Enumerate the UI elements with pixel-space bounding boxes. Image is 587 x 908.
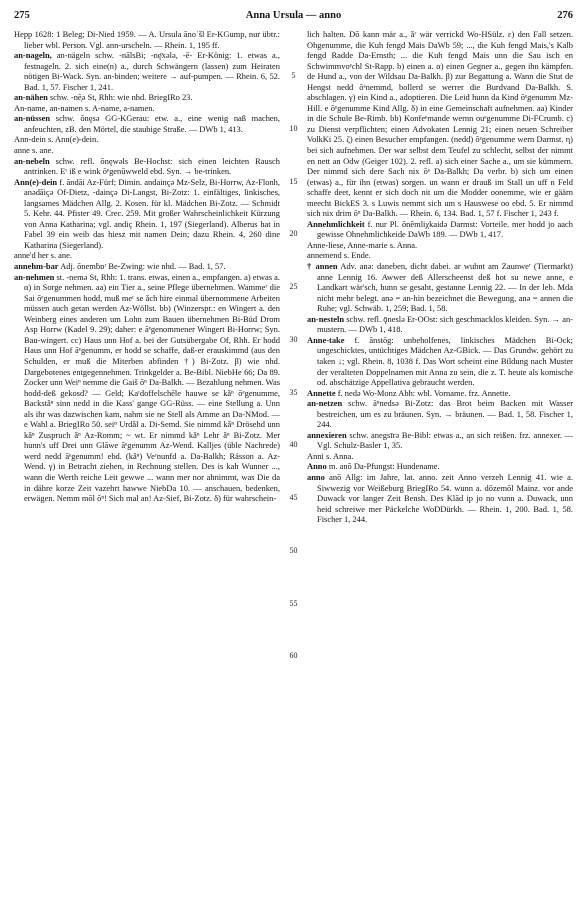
entry-text: schw. ōnęsə GG-KGerau: etw. a., eine wenig naß machen, anfeuchten, zB. den Mörtel, die staubige Straße. — DWb 1, 413.	[24, 113, 280, 134]
dictionary-entry	[307, 451, 573, 462]
dictionary-entry	[14, 103, 280, 114]
left-column	[14, 29, 280, 525]
line-number: 25	[289, 282, 298, 292]
entry-text: anne s. ane.	[14, 145, 54, 156]
entry-text: Anni s. Anna.	[307, 450, 354, 461]
entry-text: schw. -nē̜ə St, Rhh: wie nhd. BriegIRo 23.	[49, 92, 193, 103]
page-header	[14, 10, 573, 26]
entry-headword: † annen	[307, 261, 338, 272]
dictionary-entry	[307, 261, 573, 314]
dictionary-entry	[14, 250, 280, 261]
dictionary-entry	[14, 272, 280, 504]
line-number: 35	[289, 387, 298, 397]
entry-text: m. anō Da-Pfungst: Hundename.	[328, 461, 440, 472]
running-title: Anna Ursula — anno	[245, 10, 342, 21]
entry-headword: annehm-bar	[14, 261, 59, 272]
dictionary-entry	[307, 461, 573, 472]
line-number-gutter	[280, 29, 307, 661]
entry-headword: Anno	[307, 461, 327, 472]
entry-text: f. ānstōg: unbeholfenes, linkisches Mädchen Bi-Ock; ungeschicktes, untüchtiges Mädchen Az-GBick. — Das Grundw. gehört zu taken ↓; vgl. Rhein. 8, 1038 f. Das Wort scheint eine Bildung nach Muster der veralteten Doppelnamen mit Anna zu sein, die z. T. heute als komische od. abschätzige Appellativa gebraucht werden.	[317, 334, 573, 388]
dictionary-entry	[307, 335, 573, 388]
entry-headword: Annehmlichkeit	[307, 218, 365, 229]
entry-text: Adv. anə: daneben, dicht dabei. ar wuhnt am Zaunweʳ (Tiermarkt) anne Lennig 16. Awwer deß Allerscheenst deß hot su newe anne, e Landkart wär'sch, hunn se gesaht, gestanne Lennig 22. — In der leb. Mda nicht mehr belegt. anə = an-hin bezeichnet die Bewegung, anə = annen die Ruhe; vgl. Schwäb. 1, 259; Bad. 1, 58.	[317, 261, 573, 314]
dictionary-entry	[307, 29, 573, 219]
entry-text: an-nägeln schw. -nālsBi; -nę̄xələ, -ē- Er-König: 1. etwas a., festnageln. 2. sich eine(n) a., durch Schwängern (lassen) zum Heiraten nötigen Bi-Wack. Syn. an-binden; weitere → auf-pumpen. — Rhein. 6, 52. Bad. 1, 57. Fischer 1, 241.	[24, 50, 280, 92]
entry-headword: an-nehmen	[14, 271, 55, 282]
line-number: 55	[289, 598, 298, 608]
entry-text: Anne-liese, Anne-marie s. Anna.	[307, 239, 418, 250]
dictionary-entry	[307, 388, 573, 399]
entry-text: f. nedə Wo-Monz Abh: wbl. Vorname. frz. Annette.	[337, 387, 511, 398]
entry-headword: Anne-take	[307, 334, 345, 345]
line-number: 30	[289, 334, 298, 344]
entry-text: anne'd her s. ane.	[14, 250, 72, 261]
dictionary-entry	[307, 314, 573, 335]
dictionary-entry	[307, 430, 573, 451]
page-body	[14, 29, 574, 661]
dictionary-entry	[307, 240, 573, 251]
entry-headword: Ann(e)-dein	[14, 176, 58, 187]
entry-text: An-name, an-namen s. A-name, a-namen.	[14, 102, 155, 113]
entry-text: schw. refl. ǭneslə Er-OOst: sich geschmacklos kleiden. Syn. → an-mustern. — DWb 1, 418.	[317, 313, 574, 335]
entry-text: schw. āⁿnedsə Bi-Zotz: das Brot beim Backen mit Wasser bestreichen, um es zu bräunen. Syn. → bräunen. — Bad. 1, 58. Fischer 1, 244.	[317, 398, 574, 430]
entry-text: f. nur Pl. ōnēmliχkaidə Darmst: Vorteile. mer hodd jo aach gewisse Ohnehmlichkeide DaWb 189. — DWb 1, 417.	[317, 218, 574, 240]
entry-text: lich halten. Dō kann mär a., ǎʳ wär verrickd Wo-HSülz. ε) den Fall setzen. Ohgenumme, die Kuh fengd Mais DaWb 59; ..., die Kuh fengd Mais,'s Kalb fengd Radde Da-Ernsth; ... die Kuh fengd Mais unn die Sau isch en Schwimmvoᵉchl St-Rapp. b) einen a. α) einen Gegner a., gegen ihn kämpfen. de Hund a., von der Wildsau Da-Balkh. β) zur Begattung a. Wann die Stut de Hengst nedd ōᵉnemmd, bollerd se werrer die Burdvand Da-Balkh. S. abschlagen. γ) ein Kind a., adoptieren. Die Leid hunn da Kind ōᵉgenumm Mz-Hill. e ōᵉgenumme Kind Allg. δ) in eine Gemeinschaft aufnehmen. aa) Kinder in die Schule Be-Rimb. bb) Konfeᵉmande wernn ouᵉgenumme Di-FCrumb. c) zu Dienst verpflichten; einen Advokaten Lennig 21; einen neuen Schreiber VolkKi 25. ζ) einen Besucher empfangen. (nedd) ōᵉgenumme wern Darmst. η) bei sich aufnehmen. Der war selbst dem Teufel zu schlecht, selbst der nimmt en nett an Odw (Geiger 102). 2. refl. a) sich einer Sache a., um sie kümmern. Der nimmd sich dere Sach nix ōᵉ Da-Balkh; Da verbr. b) sich um einen (etwas) a., für ihn (etwas) sorgen. un wann er drauß im Stall un uff n Feld schaffe deet, kennt er sich doch nit um die Modder oonemme, wie er gäärn meecht BickES 3. s Luwis nemmt sich um s Hauswese oo ebd. 5. Er nimmd sich nix drim ōⁿ Da-Balkh. — Rhein. 6, 134. Bad. 1, 57 f. Fischer 1, 243 f.	[307, 29, 573, 219]
entry-text: st. -nemə St, Rhh: 1. trans. etwas, einen a., empfangen. a) etwas a. α) in Sorge nehmen. aa) ein Tier a., seine Pflege übernehmen. Wammeʳ die Sai ōᵉgenummen hodd, muß meʳ se ǎch hire einmal übernommene Arbeiten müssen auch getan werden Az-Wöllst. bb) (Winzerspr.: en Wingert a. den Weinberg eines anderen um Lohn zum Bauen übernehmen Bi-Büd Drom Asp Horrw (Kadel 9. 29); daher: e āᵉgenommener Wingert Bi-Horrw; Syn. Bau-wingert. cc) Haus unn Hof a. bei der Gutsübergabe Of, Rhh. Er hodd Haus unn Hof āᵉgenumm, er hodd se schaffe, daß-er erauskimmd (aus den Schulden, er muß die Miterben abfinden †) Bi-Zotz. β) wie nhd. Dargebotenes entgegennehmen. Trinkgelder a. Be-Bibl. NiebHe 66; Da 89. Zocker unn Weiⁿ nemme die Gaiš ōⁿ Da-Balkh. — Bezahlung nehmen. Was hodd-deß gekosd? — Geld; Kaʳdoffelschēle hauwe se kǎⁿ ōᵉgenumme, Backstǎⁿ sinn nedd in die Kass' gange GG-Rüss. — eine Stellung a. Unn als ihr was dazwischen kam, nahm sie ne Stell als Amme an Da-NMod. — e Wahl a. BriegIRo 50. seiⁿ Urdǎl a. Di-Semd. Sie nimmd kǎⁿ Drösehd unn kǎⁿ Zuspruch ǎⁿ Az-Romm; ~ wt. Er nimmd kǎⁿ Lehr ǎⁿ Bi-Zotz. Mer hunn's uff Drei unn Glāwe āᵉgenumm Az-Wend. Kalljes (üble Nachrede) werd nedd āᵉgenumm! ebd. (kǎⁿ) Veʳnunfd a. Da-Balkh; Rässon a. Az-Wend. γ) in Betracht ziehen, in Rechnung stellen. Des is kah Wunner ..., wann die Werth reiche Leit gewwe ... wann mer nor ahnimmt, was Die da in dähre korze Zeit vazehrt hawwe NiebDa 10. — anschauen, bedenken, erwägen. Nemm mōl ōⁿ! Sich mal an! Az-Sief, Bi-Zotz. δ) für wahrschein-	[24, 271, 281, 504]
line-number: 15	[289, 176, 298, 186]
entry-text: Hepp 1628: 1 Beleg; Di-Nied 1959. — A. Ursula ānoʿšl Er-KGump, nur übtr.: lieber wbl. Person. Vgl. ann-urscheln. — Rhein. 1, 195 ff.	[14, 29, 280, 50]
page-number-right: 276	[557, 10, 573, 21]
dictionary-entry	[14, 29, 280, 50]
dictionary-entry	[14, 113, 280, 134]
entry-text: schw. anegsīrə Be-Bibl: etwas a., an sich reißen. frz. annexer. — Vgl. Schulz-Basler 1, 35.	[317, 429, 574, 451]
dictionary-entry	[14, 92, 280, 103]
line-number: 20	[289, 229, 298, 239]
right-column	[307, 29, 573, 525]
entry-headword: anno	[307, 471, 325, 482]
dictionary-entry	[14, 177, 280, 251]
line-number: 60	[289, 651, 298, 661]
dictionary-entry	[307, 219, 573, 240]
line-number: 50	[289, 545, 298, 555]
entry-text: anō Allg: im Jahre, lat. anno. zeit Anno verzeh Lennig 41. wie a. Siwwezig vor Weißeburg BriegIRo 54. wunn a. dōzemōl Mainz. vor ande Duwack vor langer Zeit Bensh. Des Klād ip jo no vunn a. Duwack, unn heid schreiwe mer Päckelche WoDDürkh. — Rhein. 1, 200. Bad. 1, 58. Fischer 1, 244.	[317, 471, 573, 525]
entry-headword: an-nageln,	[14, 50, 52, 61]
entry-headword: an-nüssen	[14, 113, 51, 124]
entry-headword: an-nähen	[14, 92, 48, 103]
dictionary-entry	[307, 472, 573, 525]
entry-headword: Annette	[307, 387, 336, 398]
dictionary-entry	[14, 156, 280, 177]
line-number: 10	[289, 123, 298, 133]
entry-headword: an-nesteln	[307, 313, 345, 324]
dictionary-entry	[307, 398, 573, 430]
entry-headword: an-nebeln	[14, 155, 50, 166]
line-number: 45	[289, 493, 298, 503]
dictionary-entry	[307, 250, 573, 261]
dictionary-entry	[14, 134, 280, 145]
entry-text: Adj. ōnemḃɒʳ Be-Zwing: wie nhd. — Bad. 1, 57.	[60, 261, 226, 272]
dictionary-entry	[14, 145, 280, 156]
page-number-left: 275	[14, 10, 30, 21]
line-number: 5	[291, 71, 296, 81]
entry-text: annemend s. Ende.	[307, 250, 371, 261]
entry-headword: annexieren	[307, 429, 347, 440]
entry-text: Ann-dein s. Ann(e)-dein.	[14, 134, 99, 145]
entry-text: schw. refl. ōnęwəls Be-Hochst: sich einen leichten Rausch antrinken. Eʳ iß e wink ōᵉgenūwweld ebd. Syn. → be-trinken.	[24, 155, 280, 177]
dictionary-entry	[14, 50, 280, 92]
line-number: 40	[289, 440, 298, 450]
dictionary-entry	[14, 261, 280, 272]
entry-headword: an-netzen	[307, 398, 343, 409]
entry-text: f. āndāi Az-Fürf; Dimin. andainçə Mz-Selz, Bi-Horrw, Az-Flonh, anədāiçə Of-Dietz, -dainçə Di-Langst, Bi-Zotz: 1. einfältiges, linkisches, langsames Mädchen Allg. 2. Kosen. für kl. Mädchen Bi-Zotz. — Schmidt 5. Kehr. 44. Pfister 49. Crec. 259. Mit großer Wahrscheinlichkeit Kürzung von Anna Katharina; vgl. andiç Rhein. 1, 197 (Siegerland). Alberus hat in Fabel 39 ein weib das hiesz mit namen Dein; dazu Rhein. 4, 260 dine Katharina (Siegerland).	[24, 176, 281, 250]
